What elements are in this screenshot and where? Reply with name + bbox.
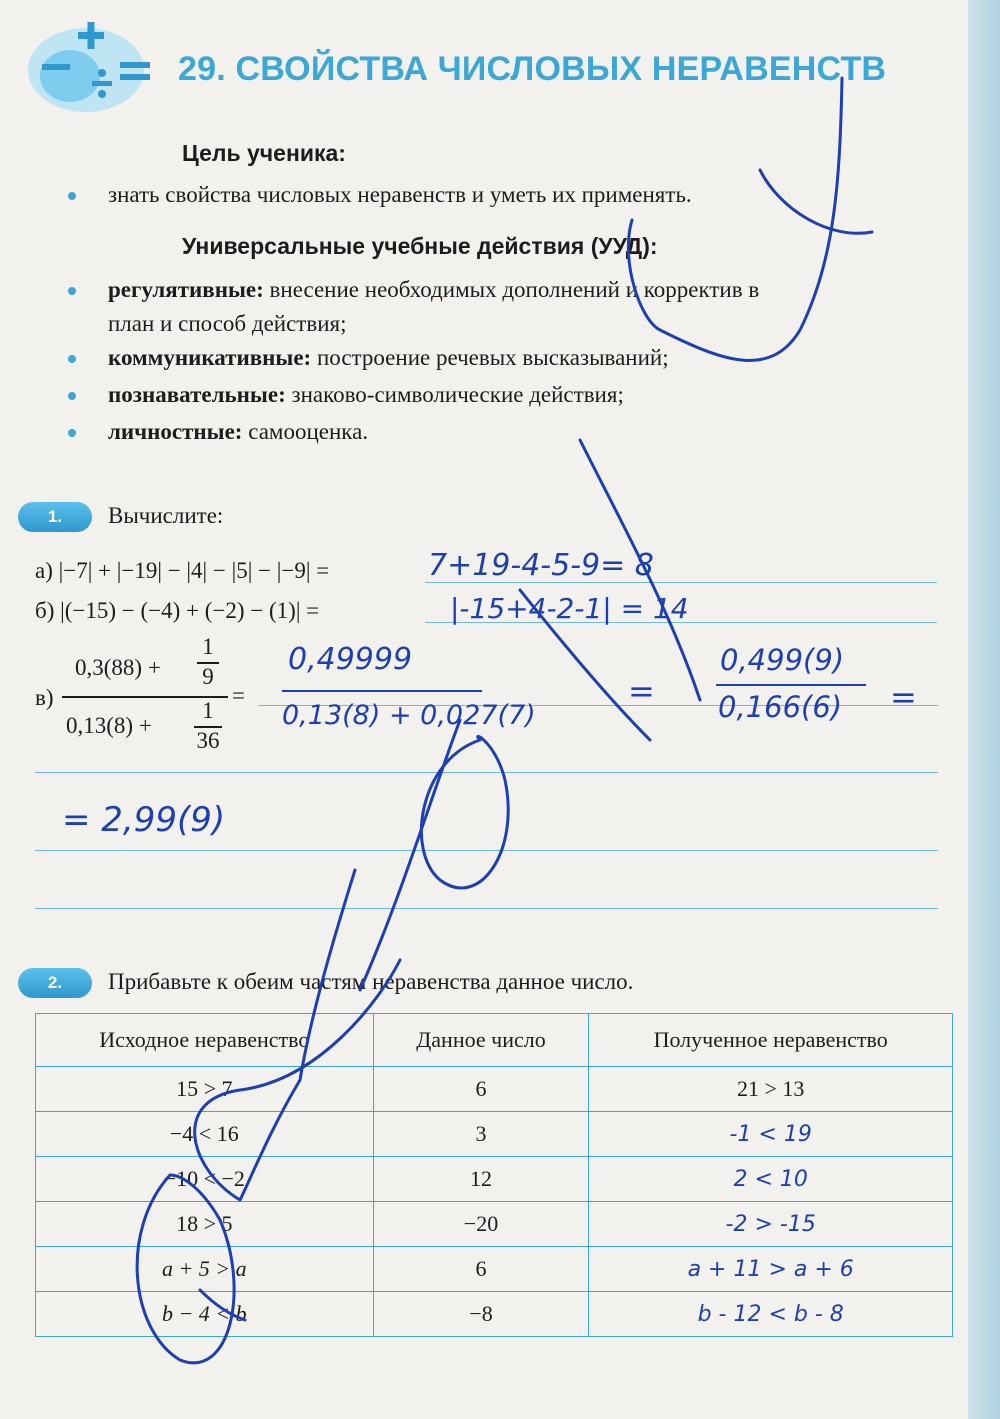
task1-a-handwritten-answer: 7+19-4-5-9= 8	[428, 548, 654, 583]
original-inequality: 15 > 7	[36, 1067, 374, 1112]
uud-keyword: регулятивные:	[108, 277, 264, 302]
denominator-frac-bottom: 36	[196, 728, 220, 753]
given-number: −20	[373, 1202, 589, 1247]
uud-item-regulative-cont: план и способ действия;	[108, 311, 347, 336]
uud-keyword: познавательные:	[108, 382, 286, 407]
uud-text: самооценка.	[242, 419, 369, 444]
task2-prompt: Прибавьте к обеим частям неравенства данное число.	[108, 969, 634, 994]
column-header: Исходное неравенство	[36, 1014, 374, 1067]
hw-numerator: 0,49999	[288, 642, 413, 677]
original-inequality: a + 5 > a	[36, 1247, 374, 1292]
column-header: Полученное неравенство	[589, 1014, 953, 1067]
task1-c-label: в)	[35, 685, 54, 710]
uud-keyword: коммуникативные:	[108, 345, 312, 370]
given-number: 3	[373, 1112, 589, 1157]
page-title: 29. СВОЙСТВА ЧИСЛОВЫХ НЕРАВЕНСТВ	[178, 50, 887, 88]
given-number: 6	[373, 1247, 589, 1292]
given-number: 12	[373, 1157, 589, 1202]
goal-item: знать свойства числовых неравенств и уметь их применять.	[108, 182, 692, 207]
given-number: −8	[373, 1292, 589, 1337]
original-inequality: −10 < −2	[36, 1157, 374, 1202]
hw-numerator-2: 0,499(9)	[720, 643, 845, 677]
uud-text: построение речевых высказываний;	[311, 345, 669, 370]
uud-text: внесение необходимых дополнений и корректив в	[263, 277, 760, 302]
uud-text: знаково-символические действия;	[285, 382, 624, 407]
pen-strokes	[137, 78, 872, 1363]
original-inequality: 18 > 5	[36, 1202, 374, 1247]
task1-b-expression: б) |(−15) − (−4) + (−2) − (1)| =	[35, 598, 320, 623]
given-number: 6	[373, 1067, 589, 1112]
numerator-frac-top: 1	[202, 634, 214, 659]
goal-heading: Цель ученика:	[182, 140, 346, 166]
uud-heading: Универсальные учебные действия (УУД):	[182, 233, 658, 259]
equals-sign: =	[232, 683, 245, 708]
result-inequality: 21 > 13	[589, 1067, 953, 1112]
task-number-badge: 2.	[18, 968, 92, 998]
hw-denominator: 0,13(8) + 0,027(7)	[282, 700, 536, 731]
handwritten-result: b - 12 < b - 8	[589, 1292, 953, 1337]
handwritten-result: -2 > -15	[589, 1202, 953, 1247]
task1-prompt: Вычислите:	[108, 503, 224, 528]
hw-equals-2: =	[890, 678, 917, 716]
hw-result: = 2,99(9)	[62, 800, 226, 840]
numerator-frac-bottom: 9	[202, 664, 214, 689]
uud-keyword: личностные:	[108, 419, 243, 444]
task1-b-handwritten-answer: |-15+4-2-1| = 14	[450, 592, 689, 625]
column-header: Данное число	[373, 1014, 589, 1067]
original-inequality: −4 < 16	[36, 1112, 374, 1157]
original-inequality: b − 4 < b	[36, 1292, 374, 1337]
handwritten-result: -1 < 19	[589, 1112, 953, 1157]
hw-equals: =	[628, 672, 655, 710]
handwritten-result: a + 11 > a + 6	[589, 1247, 953, 1292]
numerator-decimal: 0,3(88) +	[75, 655, 161, 680]
denominator-frac-top: 1	[202, 698, 214, 723]
hw-denominator-2: 0,166(6)	[718, 690, 843, 724]
task1-a-expression: а) |−7| + |−19| − |4| − |5| − |−9| =	[35, 558, 330, 583]
task-number-badge: 1.	[18, 502, 92, 532]
denominator-decimal: 0,13(8) +	[66, 713, 152, 738]
handwritten-result: 2 < 10	[589, 1157, 953, 1202]
